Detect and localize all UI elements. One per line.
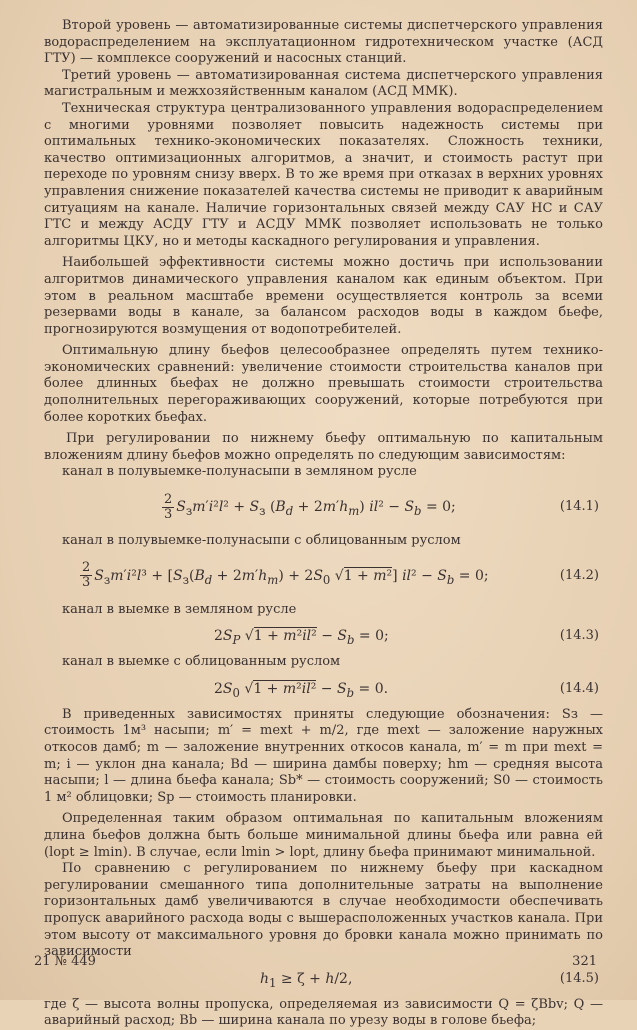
equation-number: (14.4) (559, 680, 599, 696)
equation-number: (14.2) (559, 567, 599, 583)
paragraph-technical-structure: Техническая структура централизованного управления водораспределением с многими уровнями позволяет повысить надежность системы при оптимальных технико-экономических показателях. Сложность техники, качество оптимизационных алгоритмов, а значит, и стоимость растут при переходе по уровням снизу вверх. В то же время при отказах в верхних уровнях управления снижение показателей качества системы не приводит к аварийным ситуациям на канале. Наличие горизонтальных связей между САУ НС и САУ ГТС и между АСДУ ГТУ и АСДУ ММК позволяет использовать не только алгоритмы ЦКУ, но и методы каскадного регулирования и управления. (44, 100, 603, 249)
paragraph-wave-height: где ζ — высота волны пропуска, определяемая из зависимости Q = ζBbv; Q — аварийный расход; Bb — ширина канала по урезу воды в голове бьефа; (44, 996, 603, 1029)
equation-14-5: $h_1 \ge \zeta + h/2$, (14.5) (44, 967, 603, 991)
paragraph-notation: В приведенных зависимостях приняты следующие обозначения: Sз — стоимость 1м³ насыпи; m′ = mext + m/2, где mext — заложение наружных откосов дамб; m — заложение внутренних откосов канала, m′ = m при mext = m; i — уклон дна канала; Bd — ширина дамбы поверху; hm — средняя высота насыпи; l — длина бьефа канала; Sb* — стоимость сооружений; S0 — стоимость 1 м² облицовки; Sp — стоимость планировки. (44, 706, 603, 805)
equation-14-3: $2S_P$ $√1 + m^2il^2 - S_b = 0$; (14.3) (44, 624, 603, 648)
equation-number: (14.3) (559, 628, 599, 644)
page-footer (34, 954, 597, 972)
page-number: 321 (572, 954, 597, 969)
paragraph-level-three: Третий уровень — автоматизированная система диспетчерского управления магистральным и межхозяйственным каналом (АСД ММК). (44, 67, 603, 100)
equation-14-4: $2S_0$ $√1 + m^2il^2 - S_b = 0$. (14.4) (44, 677, 603, 701)
equation-14-1: $\frac{2}{3}$ $S_зm'i^2l^2 + S_з$ $(B_d + 2m'h_m) il^2 - S_b = 0$; (14.1) (44, 487, 603, 527)
caption-canal-cut-lined: канал в выемке с облицованным руслом (62, 654, 341, 670)
paragraph-efficiency: Наибольшей эффективности системы можно достичь при использовании алгоритмов динамического управления каналом как единым объектом. При этом в реальном масштабе времени осуществляется контроль за всеми резервами воды в канале, за балансом расходов воды в каждом бьефе, прогнозируются возмущения от водопотребителей. (44, 255, 603, 337)
paragraph-optimal-length: Оптимальную длину бьефов целесообразнее определять путем технико-экономических сравнений: увеличение стоимости строительства каналов при более длинных бьефах не должно превышать стоимости строительства дополнительных перегораживающих сооружений, которые потребуются при более коротких бьефах. (44, 343, 603, 425)
paragraph-regulation: При регулировании по нижнему бьефу оптимальную по капитальным вложениям длину бьефов можно определять по следующим зависимостям: (44, 431, 603, 463)
caption-canal-earth-bed: канал в полувыемке-полунасыпи в земляном русле (62, 464, 417, 480)
paragraph-cascade: По сравнению с регулированием по нижнему бьефу при каскадном регулировании смешанного типа дополнительные затраты на выполнение горизонтальных дамб увеличиваются в случае необходимости обеспечивать пропуск аварийного расхода воды с вышерасположенных участков канала. При этом высоту от максимального уровня до бровки канала можно принимать по зависимости (44, 861, 603, 960)
signature-mark: 21 № 449 (34, 954, 96, 969)
equation-number: (14.5) (559, 970, 599, 986)
caption-canal-cut-earth: канал в выемке в земляном русле (62, 601, 297, 617)
caption-canal-lined-bed: канал в полувыемке-полунасыпи с облицованным руслом (62, 533, 461, 549)
equation-number: (14.1) (559, 499, 599, 515)
paragraph-optimal-result: Определенная таким образом оптимальная по капитальным вложениям длина бьефов должна быть больше минимальной длины бьефа или равна ей (lopt ≥ lmin). В случае, если lmin > lopt, длину бьефа принимают минимальной. (44, 811, 603, 860)
equation-14-2: $\frac{2}{3}$ $S_зm'i^2l^3 + [S_з(B_d + 2m'h_m) + 2S_0$ √1 + m²] $il^2 - S_b = 0$; (14.2) (44, 556, 603, 596)
paragraph-level-two: Второй уровень — автоматизированные системы диспетчерского управления водораспределением на эксплуатационном гидротехническом участке (АСД ГТУ) — комплексе сооружений и насосных станций. (44, 18, 603, 67)
